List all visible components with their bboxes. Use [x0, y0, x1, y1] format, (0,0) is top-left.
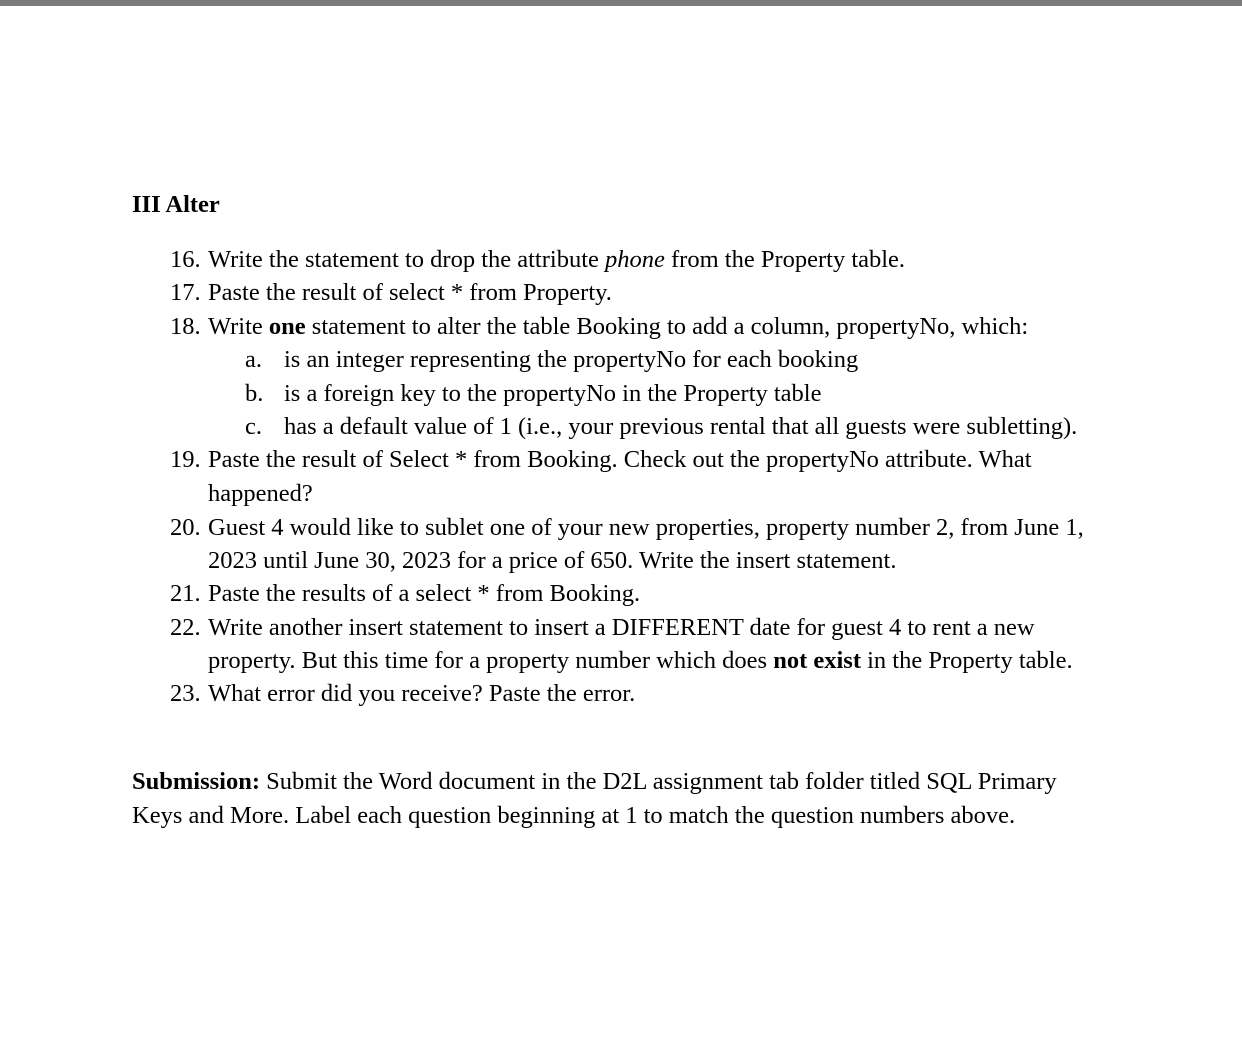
- submission-line1: [132, 765, 1057, 799]
- sub-item-c-text: has a default value of 1 (i.e., your previous rental that all guests were subletting).: [284, 413, 1078, 440]
- question-17-text: Paste the result of select * from Property.: [208, 279, 612, 306]
- question-number-23: 23.: [170, 680, 201, 707]
- question-20-line2: 2023 until June 30, 2023 for a price of 650. Write the insert statement.: [208, 547, 897, 574]
- sub-item-letter-a: a.: [245, 346, 262, 373]
- question-16-text: [208, 243, 905, 277]
- question-20-line1: Guest 4 would like to sublet one of your new properties, property number 2, from June 1,: [208, 514, 1084, 541]
- question-number-22: 22.: [170, 614, 201, 641]
- sub-item-b-text: is a foreign key to the propertyNo in the Property table: [284, 380, 822, 407]
- question-number-21: 21.: [170, 580, 201, 607]
- question-16-text-part1: Write the statement to drop the attribute: [208, 246, 606, 273]
- question-18-emphasis: one: [268, 313, 306, 340]
- question-16-text-part2: from the Property table.: [664, 246, 906, 273]
- sub-item-letter-c: c.: [245, 413, 262, 440]
- question-22-emphasis: not exist: [773, 647, 861, 674]
- question-22-line2-part2: in the Property table.: [860, 647, 1073, 674]
- question-22-line1: Write another insert statement to insert a DIFFERENT date for guest 4 to rent a new: [208, 614, 1035, 641]
- submission-text-line1: Submit the Word document in the D2L assignment tab folder titled SQL Primary: [260, 768, 1057, 795]
- question-number-19: 19.: [170, 446, 201, 473]
- question-19-line2: happened?: [208, 480, 313, 507]
- question-16-emphasis: phone: [605, 246, 665, 273]
- question-22-line2-part1: property. But this time for a property number which does: [208, 647, 774, 674]
- question-22-line2: [208, 644, 1073, 678]
- question-18-text: [208, 310, 1028, 344]
- question-number-20: 20.: [170, 514, 201, 541]
- submission-line2: Keys and More. Label each question beginning at 1 to match the question numbers above.: [132, 802, 1016, 829]
- question-18-text-part2: statement to alter the table Booking to add a column, propertyNo, which:: [305, 313, 1029, 340]
- submission-label: Submission:: [132, 768, 261, 795]
- question-18-text-part1: Write: [208, 313, 269, 340]
- question-23-text: What error did you receive? Paste the error.: [208, 680, 636, 707]
- sub-item-a-text: is an integer representing the propertyNo for each booking: [284, 346, 859, 373]
- question-21-text: Paste the results of a select * from Booking.: [208, 580, 641, 607]
- question-number-18: 18.: [170, 313, 201, 340]
- section-heading: III Alter: [132, 191, 220, 218]
- sub-item-letter-b: b.: [245, 380, 264, 407]
- question-number-16: 16.: [170, 246, 201, 273]
- question-19-line1: Paste the result of Select * from Booking. Check out the propertyNo attribute. What: [208, 446, 1032, 473]
- question-number-17: 17.: [170, 279, 201, 306]
